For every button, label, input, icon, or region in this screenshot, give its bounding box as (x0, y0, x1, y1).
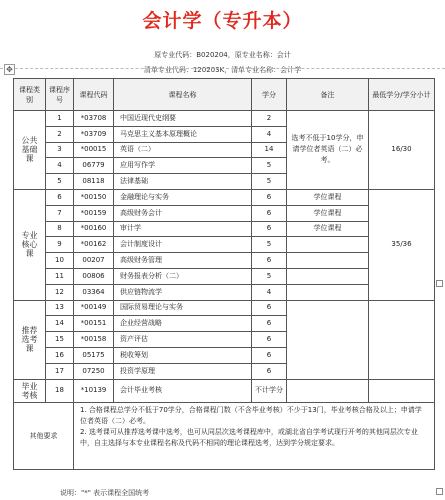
category-cell: 专业核心课 (14, 189, 46, 300)
name-cell: 企业经营战略 (114, 316, 252, 332)
code-cell: *00159 (74, 205, 114, 221)
note-cell (287, 300, 369, 379)
seq-cell: 16 (46, 347, 74, 363)
code-cell: 00207 (74, 253, 114, 269)
code-cell: *03708 (74, 111, 114, 127)
table-row (14, 379, 435, 402)
credit-cell: 5 (252, 174, 287, 190)
name-cell: 审计学 (114, 221, 252, 237)
min-credit-cell: 35/36 (369, 189, 435, 300)
meta-list-major: 清单专业代码：120203K，清单专业名称：会计学 (143, 66, 302, 74)
seq-cell: 5 (46, 174, 74, 190)
min-credit-cell: 16/30 (369, 111, 435, 190)
seq-cell: 17 (46, 363, 74, 379)
min-credit-cell (369, 379, 435, 402)
name-cell: 英语（二） (114, 142, 252, 158)
code-cell: 07250 (74, 363, 114, 379)
table-row (14, 189, 435, 205)
seq-cell: 11 (46, 268, 74, 284)
code-cell: *00015 (74, 142, 114, 158)
note-cell: 学位课程 (287, 189, 369, 205)
table-header-row (14, 79, 435, 111)
code-cell: 03364 (74, 284, 114, 300)
credit-cell: 6 (252, 363, 287, 379)
other-requirements-row (14, 402, 435, 469)
credit-cell: 6 (252, 347, 287, 363)
seq-cell: 2 (46, 126, 74, 142)
credit-cell: 6 (252, 253, 287, 269)
other-requirements-label: 其他要求 (14, 402, 74, 469)
footnote: 说明："*" 表示课程全国统考 (60, 489, 150, 497)
seq-cell: 7 (46, 205, 74, 221)
seq-cell: 15 (46, 332, 74, 348)
credit-cell: 6 (252, 332, 287, 348)
name-cell: 税收筹划 (114, 347, 252, 363)
other-requirements-text (74, 402, 435, 469)
note-cell: 学位课程 (287, 221, 369, 237)
note-cell (287, 253, 369, 269)
seq-cell: 14 (46, 316, 74, 332)
credit-cell: 5 (252, 268, 287, 284)
seq-cell: 18 (46, 379, 74, 402)
credit-cell: 4 (252, 284, 287, 300)
seq-cell: 3 (46, 142, 74, 158)
code-cell: 06779 (74, 158, 114, 174)
name-cell: 金融理论与实务 (114, 189, 252, 205)
category-cell: 毕业考核 (14, 379, 46, 402)
note-cell: 学位课程 (287, 205, 369, 221)
credit-cell: 6 (252, 221, 287, 237)
note-cell (287, 268, 369, 284)
code-cell: *00151 (74, 316, 114, 332)
name-cell: 财务报表分析（二） (114, 268, 252, 284)
credit-cell: 2 (252, 111, 287, 127)
header-note: 备注 (287, 79, 369, 111)
name-cell: 应用写作学 (114, 158, 252, 174)
credit-cell: 4 (252, 126, 287, 142)
category-cell: 公共基础课 (14, 111, 46, 190)
name-cell: 国际贸易理论与实务 (114, 300, 252, 316)
credit-cell: 6 (252, 300, 287, 316)
header-name: 课程名称 (114, 79, 252, 111)
requirement-item: 2. 选考课可从推荐选考课中选考，也可从同层次选考课程库中，或湖北省自学考试现行开考的其他同层次专业中，自主选择与本专业课程名称及代码不相同的理论课程选考，达到学分规定要求。 (80, 427, 418, 447)
note-cell (287, 284, 369, 300)
curriculum-table (13, 78, 435, 470)
credit-cell: 14 (252, 142, 287, 158)
credit-cell: 5 (252, 237, 287, 253)
name-cell: 资产评估 (114, 332, 252, 348)
resize-handle-icon[interactable] (436, 280, 443, 287)
name-cell: 中国近现代史纲要 (114, 111, 252, 127)
name-cell: 会计制度设计 (114, 237, 252, 253)
credit-cell: 6 (252, 316, 287, 332)
code-cell: *10139 (74, 379, 114, 402)
name-cell: 会计毕业考核 (114, 379, 252, 402)
credit-cell: 6 (252, 189, 287, 205)
page-title: 会计学（专升本） (142, 10, 303, 32)
name-cell: 高级财务会计 (114, 205, 252, 221)
code-cell: 08118 (74, 174, 114, 190)
seq-cell: 6 (46, 189, 74, 205)
note-cell (287, 379, 369, 402)
requirement-item: 1. 合格课程总学分不低于70学分，合格课程门数（不含毕业考核）不少于13门，毕业考核合格及以上；申请学位者英语（二）必考。 (80, 405, 422, 425)
code-cell: *00149 (74, 300, 114, 316)
note-cell: 选考不低于10学分，申请学位者英语（二）必考。 (287, 111, 369, 190)
code-cell: *00162 (74, 237, 114, 253)
category-cell: 推荐选考课 (14, 300, 46, 379)
seq-cell: 1 (46, 111, 74, 127)
header-category: 课程类别 (14, 79, 46, 111)
seq-cell: 12 (46, 284, 74, 300)
table-row (14, 111, 435, 127)
header-code: 课程代码 (74, 79, 114, 111)
header-credit: 学分 (252, 79, 287, 111)
page-divider (0, 68, 445, 69)
code-cell: *00158 (74, 332, 114, 348)
seq-cell: 9 (46, 237, 74, 253)
credit-cell: 不计学分 (252, 379, 287, 402)
code-cell: *00150 (74, 189, 114, 205)
code-cell: *00160 (74, 221, 114, 237)
code-cell: 05175 (74, 347, 114, 363)
table-row (14, 300, 435, 316)
credit-cell: 5 (252, 158, 287, 174)
credit-cell: 6 (252, 205, 287, 221)
seq-cell: 13 (46, 300, 74, 316)
seq-cell: 8 (46, 221, 74, 237)
resize-handle-icon[interactable] (436, 488, 443, 495)
name-cell: 供应链物流学 (114, 284, 252, 300)
code-cell: 00806 (74, 268, 114, 284)
seq-cell: 10 (46, 253, 74, 269)
header-min-credit: 最低学分/学分小计 (369, 79, 435, 111)
meta-original-major: 原专业代码：B020204，原专业名称：会计 (154, 51, 291, 59)
note-cell (287, 237, 369, 253)
header-seq: 课程序号 (46, 79, 74, 111)
name-cell: 投资学原理 (114, 363, 252, 379)
seq-cell: 4 (46, 158, 74, 174)
code-cell: *03709 (74, 126, 114, 142)
table-move-handle-icon[interactable]: ✥ (4, 64, 15, 75)
min-credit-cell (369, 300, 435, 379)
name-cell: 法律基础 (114, 174, 252, 190)
name-cell: 马克思主义基本原理概论 (114, 126, 252, 142)
name-cell: 高级财务管理 (114, 253, 252, 269)
